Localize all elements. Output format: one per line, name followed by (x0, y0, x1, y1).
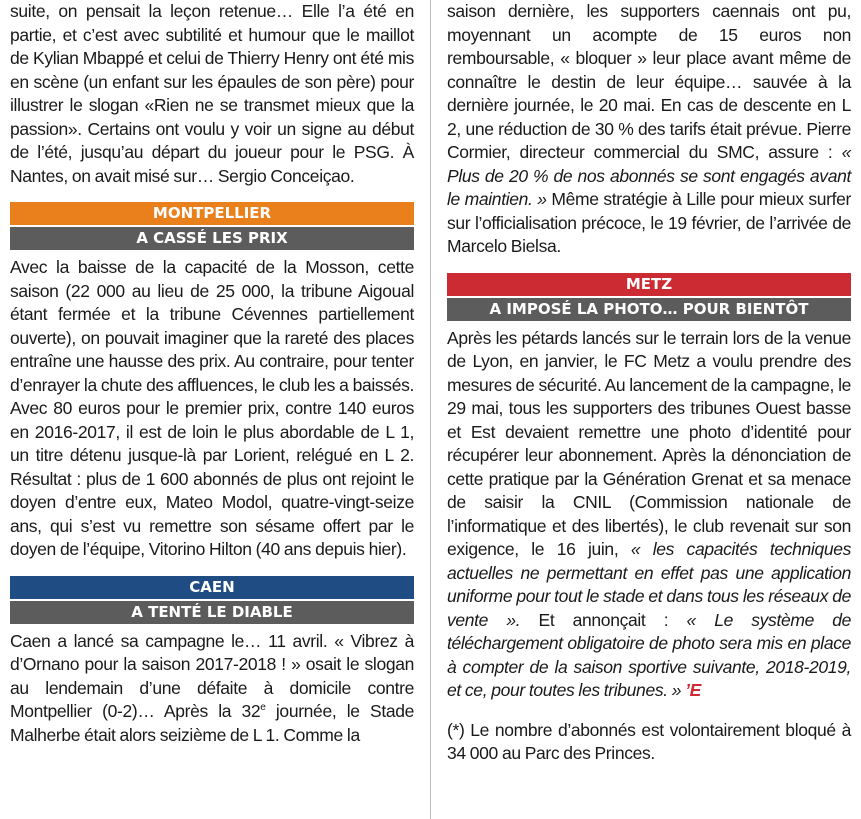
montpellier-header (10, 202, 414, 250)
caen-header (10, 576, 414, 624)
left-column (10, 0, 414, 747)
end-mark-icon: ’E (685, 680, 701, 700)
metz-club-band: METZ (447, 273, 851, 296)
metz-quote-1: « les capacités techniques actuelles ne permettant en effet pas une application uniforme pour tout le stade et dans tous les réseaux de vente ». (447, 539, 851, 630)
metz-text-1: Après les pétards lancés sur le terrain lors de la venue de Lyon, en janvier, le FC Metz a voulu prendre des mesures de sécurité. Au lancement de la campagne, le 29 mai, tous les supporters des tribunes Ouest basse et Est devaient remettre une photo d’identité pour récupérer leur abonnement. Après la dénonciation de cette pratique par la Génération Grenat et sa menace de saisir la CNIL (Commission nationale de l’informatique et des libertés), le club revenait sur son exigence, le 16 juin, (447, 327, 851, 559)
metz-header (447, 273, 851, 321)
caen-continued-text-1: saison dernière, les supporters caennais ont pu, moyennant un acompte de 15 euros non remboursable, « bloquer » leur place avant même de connaître le destin de leur équipe… sauvée à la dernière journée, le 20 mai. En cas de descente en L 2, une réduction de 30 % des tarifs était prévue. Pierre Cormier, directeur commercial du SMC, assure : (447, 1, 851, 162)
right-column (447, 0, 851, 766)
caen-headline: A TENTÉ LE DIABLE (10, 601, 414, 624)
column-divider (430, 0, 431, 819)
montpellier-paragraph: Avec la baisse de la capacité de la Mosson, cette saison (22 000 au lieu de 25 000, la tribune Aigoual étant fermée et la tribune Cévennes partiellement ouverte), on pouvait imaginer que la rareté des places entraîne une hausse des prix. Au contraire, pour tenter d’enrayer la chute des affluences, le club les a baissés. Avec 80 euros pour le premier prix, contre 140 euros en 2016-2017, il est de loin le plus abordable de L 1, un titre détenu jusque-là par Lorient, relégué en L 2. Résultat : plus de 1 600 abonnés de plus ont rejoint le doyen d’entre eux, Mateo Modol, quatre-vingt-seize ans, qui s’est vu remettre son sésame offert par le doyen de l’équipe, Vitorino Hilton (40 ans depuis hier). (10, 257, 414, 559)
caen-club-band: CAEN (10, 576, 414, 599)
montpellier-headline: A CASSÉ LES PRIX (10, 227, 414, 250)
footnote: (*) Le nombre d’abonnés est volontairement bloqué à 34 000 au Parc des Princes. (447, 719, 851, 763)
caen-text-part-1: Caen a lancé sa campagne le… 11 avril. « Vibrez à d’Ornano pour la saison 2017-2018 ! » osait le slogan au lendemain d’une défaite à domicile contre Montpellier (0-2)… Après la 32 (10, 630, 414, 721)
caen-text-part-2: journée, le Stade Malherbe était alors seizième de L 1. Comme la (10, 701, 414, 745)
montpellier-club-band: MONTPELLIER (10, 202, 414, 225)
metz-text-2: Et annonçait : (520, 609, 687, 630)
caen-paragraph (10, 630, 414, 748)
caen-continued-paragraph (447, 0, 851, 259)
metz-paragraph (447, 327, 851, 703)
intro-paragraph: suite, on pensait la leçon retenue… Elle l’a été en partie, et c’est avec subtilité et humour que le maillot de Kylian Mbappé et celui de Thierry Henry ont été mis en scène (un enfant sur les épaules de son père) pour illustrer le slogan «Rien ne se transmet mieux que la passion». Certains ont voulu y voir un signe au début de l’été, jusqu’au départ du joueur pour le PSG. À Nantes, on avait misé sur… Sergio Conceiçao. (10, 1, 414, 186)
metz-quote-2: « Le système de téléchargement obligatoire de photo sera mis en place à compter de la saison sportive suivante, 2018-2019, et ce, pour toutes les tribunes. » (447, 609, 852, 700)
metz-headline: A IMPOSÉ LA PHOTO… POUR BIENTÔT (447, 298, 851, 321)
caen-continued-text-2: Même stratégie à Lille pour mieux surfer sur l’officialisation précoce, le 19 février, de l’arrivée de Marcelo Bielsa. (447, 189, 851, 256)
caen-quote: « Plus de 20 % de nos abonnés se sont engagés avant le maintien. » (447, 142, 851, 209)
caen-superscript: e (260, 702, 266, 714)
